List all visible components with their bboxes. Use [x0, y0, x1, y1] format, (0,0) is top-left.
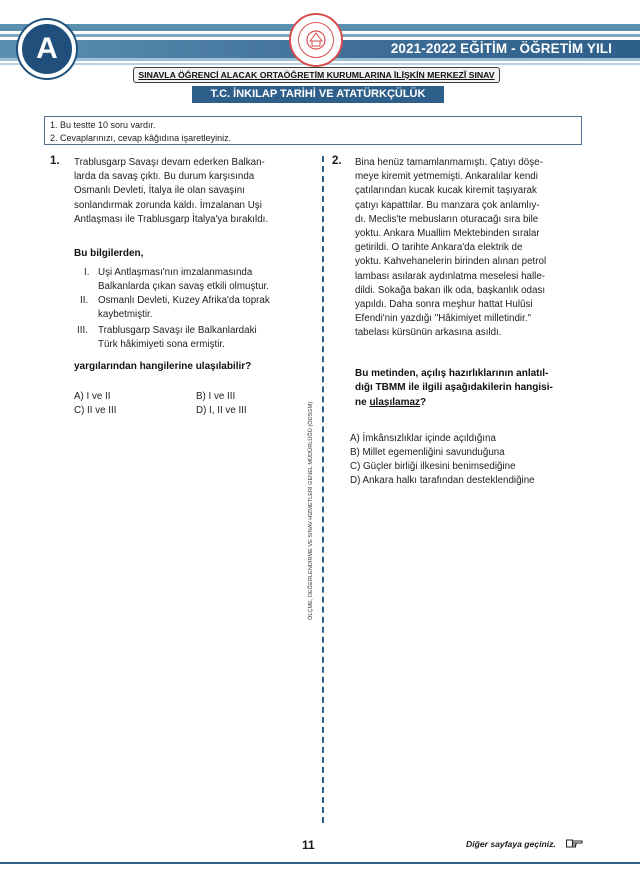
question-1-lead: Bu bilgilerden,: [74, 248, 144, 259]
prompt-part: ne: [355, 396, 370, 408]
column-divider: [322, 156, 324, 823]
stem-line: yoktu. Ankara Muallim Mektebinden sıralar: [355, 228, 540, 240]
option-1c[interactable]: C) II ve III: [74, 405, 117, 416]
side-text-label: ÖLÇME, DEĞERLENDİRME VE SINAV HİZMETLERİ GENEL MÜDÜRLÜĞÜ (ÖDSGM): [308, 401, 314, 620]
statement-2: [98, 294, 313, 322]
option-2a[interactable]: A) İmkânsızlıklar içinde açıldığına: [350, 433, 496, 444]
prompt-emphasis: ulaşılamaz: [369, 396, 421, 408]
ministry-seal-icon: [289, 13, 343, 67]
prompt-line: [355, 396, 595, 410]
stem-line: larda da savaş çıktı. Bu durum karşısında: [74, 171, 255, 183]
test-title: T.C. İNKILAP TARİHİ VE ATATÜRKÇÜLÜK: [192, 86, 444, 103]
question-1-prompt: yargılarından hangilerine ulaşılabilir?: [74, 361, 252, 372]
booklet-letter: A: [36, 32, 58, 65]
statement-3-number: III.: [77, 325, 88, 336]
statement-line: Osmanlı Devleti, Kuzey Afrika'da toprak: [98, 295, 270, 306]
statement-line: kaybetmiştir.: [98, 309, 153, 321]
footer-rule: [0, 862, 640, 864]
instructions-box: [44, 116, 582, 145]
option-2d[interactable]: D) Ankara halkı tarafından desteklendiğine: [350, 475, 535, 486]
option-2c[interactable]: C) Güçler birliği ilkesini benimsediğine: [350, 461, 516, 472]
statement-line: Uşi Antlaşması'nın imzalanmasında: [98, 267, 253, 278]
page-number: 11: [302, 838, 315, 852]
exam-name: SINAVLA ÖĞRENCİ ALACAK ORTAÖĞRETİM KURUMLARINA İLİŞKİN MERKEZÎ SINAV: [133, 67, 500, 83]
question-2-stem: [355, 156, 595, 341]
instruction-line: 1. Bu testte 10 soru vardır.: [50, 120, 156, 130]
stem-line: Bina henüz tamamlanmamıştı. Çatıyı döşe-: [355, 157, 543, 168]
question-2-number: 2.: [332, 155, 342, 167]
question-1-stem: [74, 156, 314, 227]
statement-1-number: I.: [84, 267, 90, 278]
stem-line: getirildi. O tarihte Ankara'da elektrik de: [355, 242, 523, 254]
instruction-line: 2. Cevaplarınızı, cevap kâğıdına işaretleyiniz.: [50, 132, 232, 143]
stem-line: dildi. Sokağa bakan ilk oda, başkanlık odası: [355, 284, 546, 296]
option-2b[interactable]: B) Millet egemenliğini savunduğuna: [350, 447, 505, 458]
prompt-line: Bu metinden, açılış hazırlıklarının anlatıl-: [355, 368, 549, 379]
pointing-hand-icon: [566, 838, 584, 849]
stem-line: tabelası kürsünün arkasına asıldı.: [355, 327, 502, 339]
option-1a[interactable]: A) I ve II: [74, 391, 111, 402]
stem-line: meye kiremit yetmemişti. Ankaralılar kendi: [355, 171, 538, 183]
booklet-type-badge: [18, 20, 76, 78]
option-1d[interactable]: D) I, II ve III: [196, 405, 247, 416]
stem-line: Efendi'nin yazdığı "Hâkimiyet milletindir.": [355, 313, 531, 325]
stem-line: Antlaşması ile Trablusgarp İtalya'ya bırakıldı.: [74, 213, 269, 225]
side-text: [308, 355, 319, 620]
option-1b[interactable]: B) I ve III: [196, 391, 236, 402]
statement-1: [98, 266, 313, 294]
statement-2-number: II.: [80, 295, 89, 306]
stem-line: yapıldı. Daha sonra meşhur hattat Hulûsi: [355, 299, 533, 311]
stem-line: yoktu. Kahvehanelerin birinden alınan petrol: [355, 256, 547, 268]
statement-line: Balkanlarda çıkan savaş etkili olmuştur.: [98, 281, 269, 293]
stem-line: sonlandırmak zorunda kaldı. İmzalanan Uşi: [74, 199, 262, 211]
statement-line: Trablusgarp Savaşı ile Balkanlardaki: [98, 325, 257, 336]
stem-line: lambası asılarak aydınlatma meselesi halle-: [355, 270, 546, 282]
statement-3: [98, 324, 313, 352]
stem-line: Trablusgarp Savaşı devam ederken Balkan-: [74, 157, 265, 168]
question-1-number: 1.: [50, 155, 60, 167]
next-page-note: Diğer sayfaya geçiniz.: [466, 839, 556, 849]
statement-line: Türk hâkimiyeti sona ermiştir.: [98, 339, 225, 351]
stem-line: dı. Meclis'te mebusların oturacağı sıra bile: [355, 213, 539, 225]
stem-line: Osmanlı Devleti, İtalya ile olan savaşını: [74, 185, 245, 197]
prompt-part: ?: [420, 396, 427, 408]
prompt-line: dığı TBMM ile ilgili aşağıdakilerin hangisi-: [355, 382, 553, 394]
academic-year-title: 2021-2022 EĞİTİM - ÖĞRETİM YILI: [390, 41, 612, 56]
question-2-prompt: [355, 367, 595, 410]
stem-line: çatıyı kapattılar. Bu manzara çok anlamlıy-: [355, 199, 540, 211]
stem-line: çatılarından kucak kucak kiremit taşıyarak: [355, 185, 537, 197]
